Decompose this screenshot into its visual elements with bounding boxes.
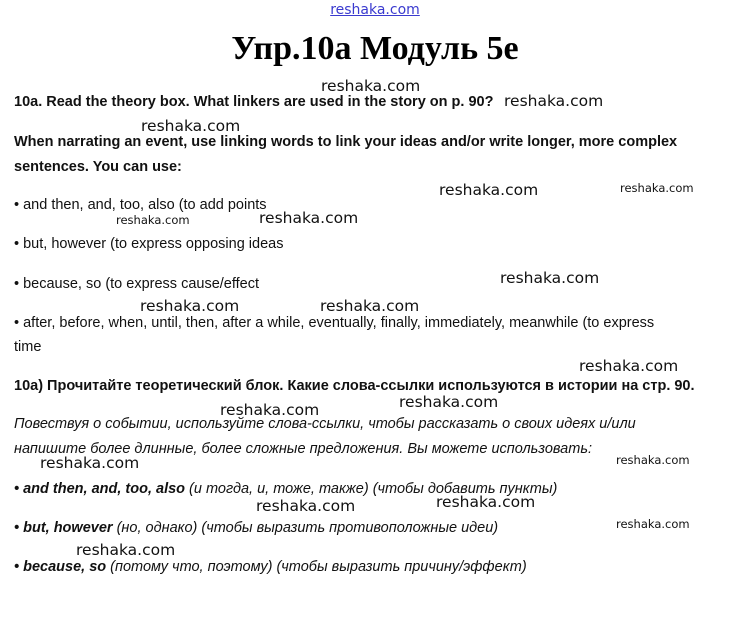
watermark: reshaka.com (616, 453, 690, 467)
russian-bullet-term: • but, however (14, 520, 113, 536)
english-bullet: • after, before, when, until, then, after a while, eventually, finally, immediately, meanwhile (to express (14, 315, 655, 331)
english-intro-line2: sentences. You can use: (14, 159, 182, 175)
russian-bullet (14, 559, 527, 575)
watermark: reshaka.com (320, 297, 420, 315)
russian-bullet-text: (и тогда, и, тоже, также) (чтобы добавить пункты) (185, 481, 558, 497)
watermark: reshaka.com (256, 497, 356, 515)
english-bullet: • because, so (to express cause/effect (14, 276, 259, 292)
watermark: reshaka.com (439, 181, 539, 199)
russian-bullet-text: (но, однако) (чтобы выразить противоположные идеи) (112, 520, 499, 536)
watermark: reshaka.com (220, 401, 320, 419)
watermark: reshaka.com (76, 541, 176, 559)
watermark: reshaka.com (116, 213, 190, 227)
watermark: reshaka.com (259, 209, 359, 227)
russian-bullet-text: (потому что, поэтому) (чтобы выразить причину/эффект) (106, 559, 527, 575)
watermark: reshaka.com (616, 517, 690, 531)
english-bullet: • but, however (to express opposing ideas (14, 236, 284, 252)
russian-bullet-term: • because, so (14, 559, 107, 575)
russian-bullet (14, 520, 498, 536)
watermark: reshaka.com (140, 297, 240, 315)
russian-question: 10а) Прочитайте теоретический блок. Какие слова-ссылки используются в истории на стр. 90. (14, 378, 695, 394)
watermark: reshaka.com (500, 269, 600, 287)
english-intro-line1: When narrating an event, use linking words to link your ideas and/or write longer, more complex (14, 134, 678, 150)
watermark: reshaka.com (620, 181, 694, 195)
page-title: Упр.10а Модуль 5е (231, 30, 519, 67)
english-question: 10a. Read the theory box. What linkers are used in the story on p. 90? (14, 94, 494, 110)
english-bullet: • and then, and, too, also (to add points (14, 197, 267, 213)
russian-bullet-term: • and then, and, too, also (14, 481, 186, 497)
russian-intro-line2: напишите более длинные, более сложные предложения. Вы можете использовать: (14, 441, 592, 457)
watermark: reshaka.com (141, 117, 241, 135)
english-bullet-continuation: time (14, 339, 42, 355)
watermark: reshaka.com (399, 393, 499, 411)
watermark: reshaka.com (40, 454, 140, 472)
watermark: reshaka.com (321, 77, 421, 95)
site-link[interactable]: reshaka.com (330, 2, 420, 18)
watermark: reshaka.com (504, 92, 604, 110)
russian-intro-line1: Повествуя о событии, используйте слова-ссылки, чтобы рассказать о своих идеях и/или (14, 416, 636, 432)
watermark: reshaka.com (436, 493, 536, 511)
watermark: reshaka.com (579, 357, 679, 375)
